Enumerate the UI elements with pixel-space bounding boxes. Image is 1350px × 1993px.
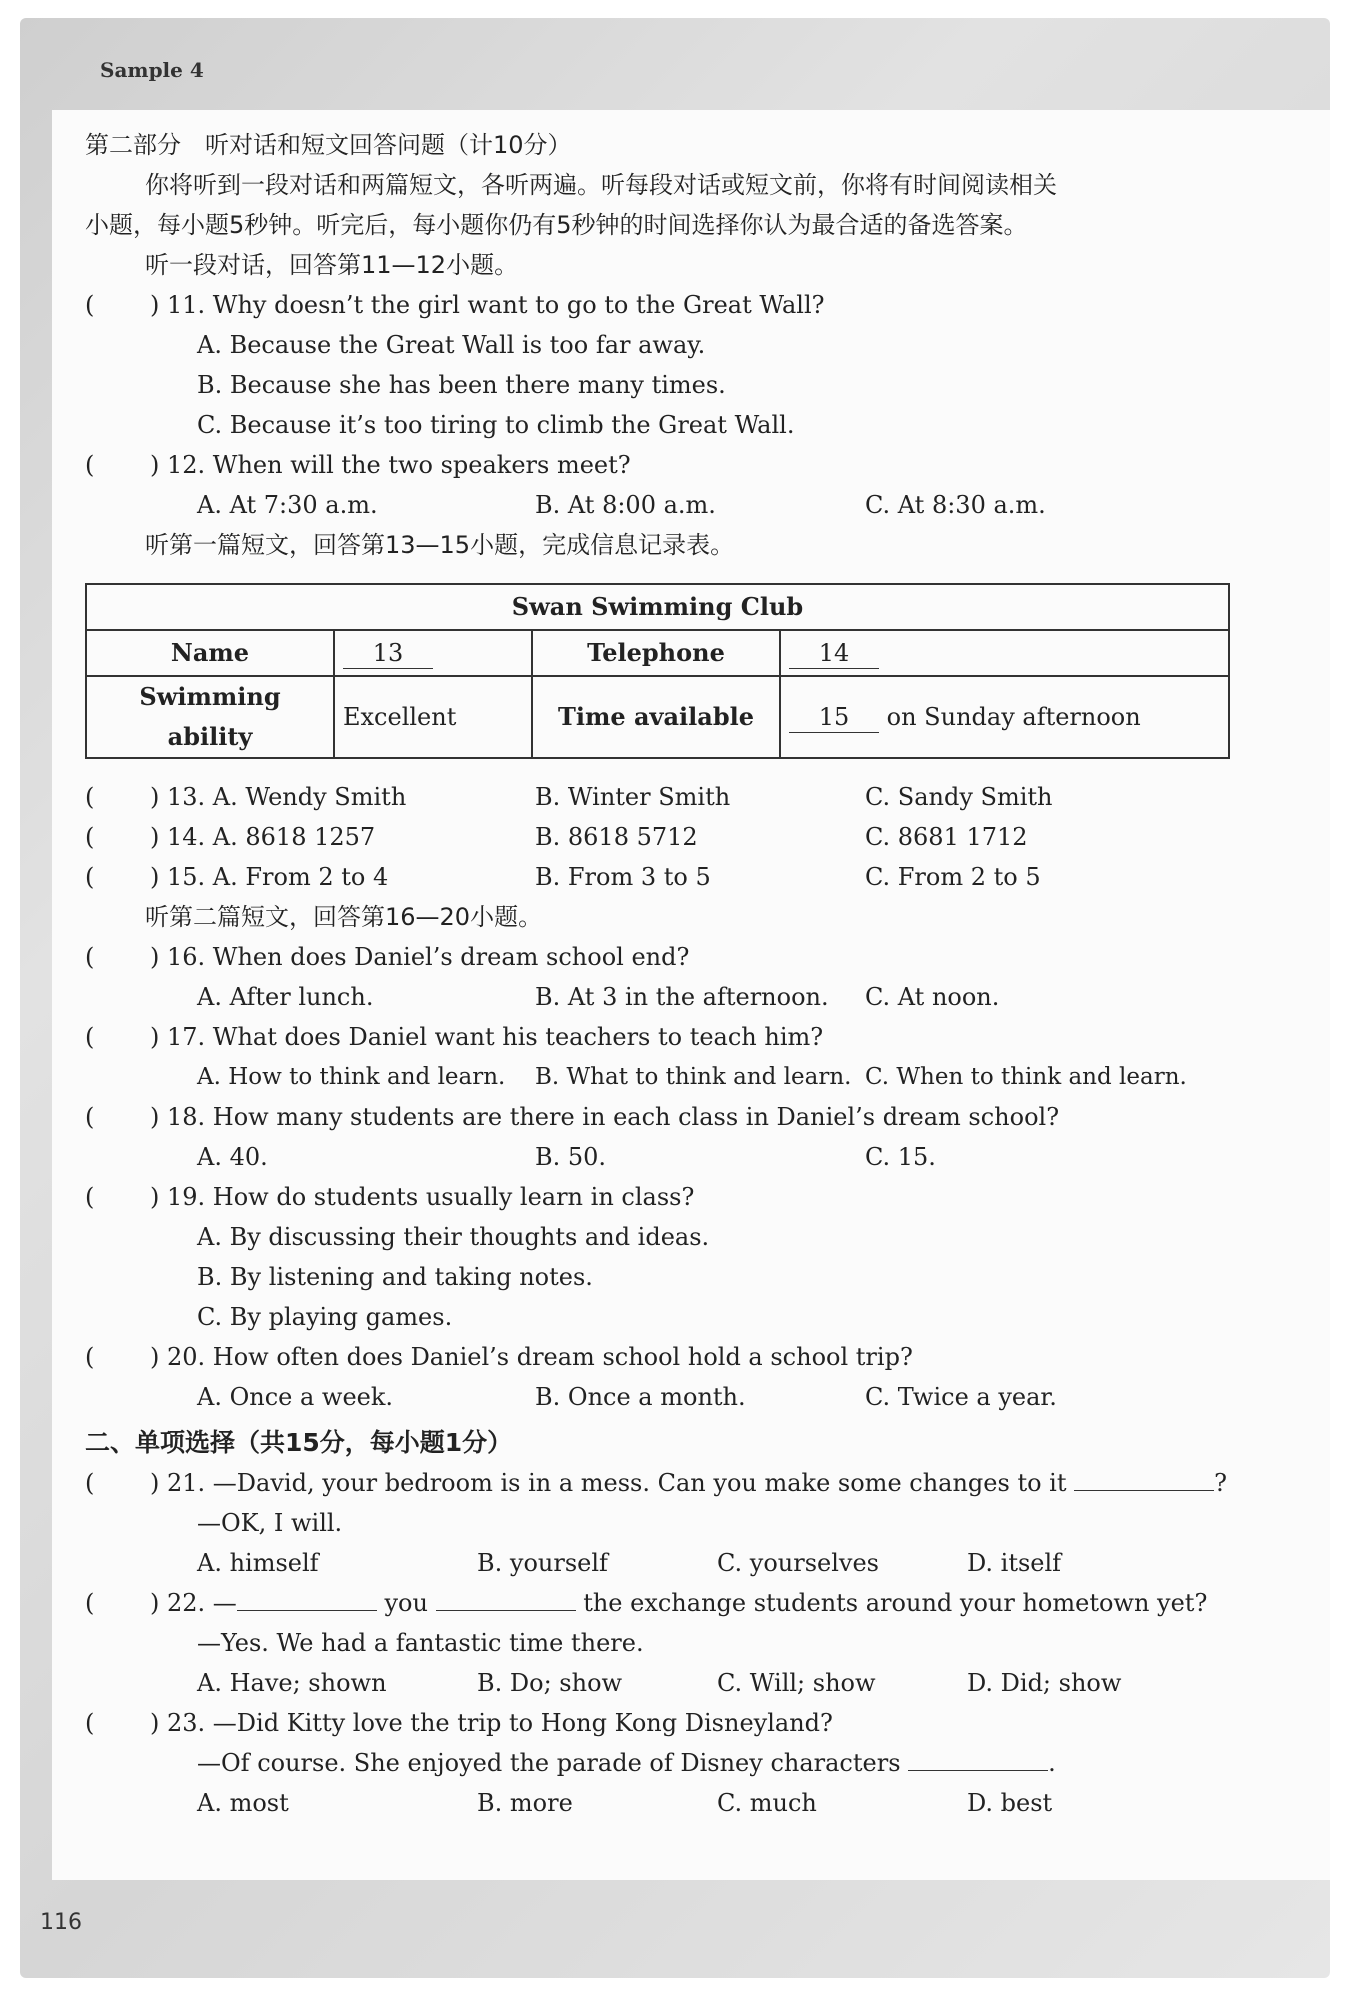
option-a[interactable]: A. Because the Great Wall is too far away. [197, 331, 706, 359]
question-text[interactable]: ) 13. A. Wendy Smith [150, 783, 407, 811]
name-cell [334, 630, 532, 676]
option-a[interactable]: A. After lunch. [197, 983, 374, 1011]
option-c[interactable]: C. Twice a year. [865, 1383, 1057, 1411]
option-b[interactable]: B. By listening and taking notes. [197, 1263, 593, 1291]
answer-paren[interactable]: ( [85, 1469, 95, 1497]
option-c[interactable]: C. much [717, 1789, 817, 1817]
option-c[interactable]: C. 15. [865, 1143, 936, 1171]
option-b[interactable]: B. At 8:00 a.m. [535, 491, 716, 519]
options-17 [85, 1057, 1235, 1097]
option-d[interactable]: D. best [967, 1789, 1053, 1817]
question-23 [85, 1703, 1235, 1743]
question-13 [85, 777, 1235, 817]
option-a[interactable]: A. By discussing their thoughts and ideas. [197, 1223, 710, 1251]
option-b[interactable]: B. 8618 5712 [535, 823, 698, 851]
question-14 [85, 817, 1235, 857]
question-text: ) 19. How do students usually learn in class? [150, 1183, 695, 1211]
options-18 [85, 1137, 1235, 1177]
blank-22a[interactable] [237, 1584, 377, 1611]
option-a[interactable]: A. Have; shown [197, 1669, 387, 1697]
time-suffix: on Sunday afternoon [886, 703, 1141, 731]
blank-23[interactable] [908, 1744, 1048, 1771]
blank-15[interactable]: 15 [789, 702, 879, 733]
reply-21: —OK, I will. [197, 1509, 343, 1537]
question-20 [85, 1337, 1235, 1377]
question-text[interactable]: ) 15. A. From 2 to 4 [150, 863, 389, 891]
option-b[interactable]: B. more [477, 1789, 573, 1817]
answer-paren[interactable]: ( [85, 291, 95, 319]
option-b[interactable]: B. Once a month. [535, 1383, 746, 1411]
question-11 [85, 285, 1235, 325]
answer-paren[interactable]: ( [85, 1343, 95, 1371]
blank-21[interactable] [1074, 1464, 1214, 1491]
reply-23: —Of course. She enjoyed the parade of Disney characters [197, 1749, 901, 1777]
question-end: the exchange students around your hometown yet? [583, 1589, 1208, 1617]
part2-title: 第二部分 听对话和短文回答问题（计10分） [85, 131, 572, 159]
option-b[interactable]: B. Winter Smith [535, 783, 731, 811]
option-c[interactable]: C. When to think and learn. [865, 1064, 1187, 1090]
question-text[interactable]: ) 14. A. 8618 1257 [150, 823, 376, 851]
answer-paren[interactable]: ( [85, 783, 95, 811]
option-a[interactable]: A. 40. [197, 1143, 268, 1171]
option-d[interactable]: D. itself [967, 1549, 1062, 1577]
question-start: ) 22. — [150, 1589, 237, 1617]
sample-header: Sample 4 [100, 58, 204, 82]
answer-paren[interactable]: ( [85, 823, 95, 851]
reply-end: . [1048, 1749, 1056, 1777]
question-text: ) 12. When will the two speakers meet? [150, 451, 631, 479]
option-c[interactable]: C. 8681 1712 [865, 823, 1028, 851]
name-label: Name [86, 630, 334, 676]
ability-value: Excellent [334, 676, 532, 758]
page-number: 116 [40, 1910, 82, 1935]
option-c[interactable]: C. Sandy Smith [865, 783, 1053, 811]
blank-14[interactable]: 14 [789, 638, 879, 669]
info-record-table [85, 583, 1230, 759]
option-d[interactable]: D. Did; show [967, 1669, 1122, 1697]
question-16 [85, 937, 1235, 977]
telephone-label: Telephone [532, 630, 780, 676]
options-22 [85, 1663, 1235, 1703]
option-c[interactable]: C. From 2 to 5 [865, 863, 1041, 891]
option-a[interactable]: A. How to think and learn. [197, 1064, 506, 1090]
answer-paren[interactable]: ( [85, 1589, 95, 1617]
reply-23-wrap [85, 1743, 1235, 1783]
question-text: ) 23. —Did Kitty love the trip to Hong Kong Disneyland? [150, 1709, 833, 1737]
option-c[interactable]: C. By playing games. [197, 1303, 453, 1331]
blank-13[interactable]: 13 [343, 638, 433, 669]
question-19 [85, 1177, 1235, 1217]
option-b[interactable]: B. What to think and learn. [535, 1064, 852, 1090]
question-text-wrap [150, 1583, 1207, 1623]
options-20 [85, 1377, 1235, 1417]
answer-paren[interactable]: ( [85, 1023, 95, 1051]
question-text: ) 17. What does Daniel want his teachers to teach him? [150, 1023, 824, 1051]
section-2-title: 二、单项选择（共15分，每小题1分） [85, 1428, 513, 1457]
subsection-1: 听一段对话，回答第11—12小题。 [145, 251, 519, 279]
question-text: ) 16. When does Daniel’s dream school end? [150, 943, 690, 971]
question-12 [85, 445, 1235, 485]
instruction-line-1: 你将听到一段对话和两篇短文，各听两遍。听每段对话或短文前，你将有时间阅读相关 [145, 171, 1057, 199]
answer-paren[interactable]: ( [85, 863, 95, 891]
option-a[interactable]: A. Once a week. [197, 1383, 394, 1411]
exam-content [85, 125, 1235, 1823]
question-18 [85, 1097, 1235, 1137]
question-21 [85, 1463, 1235, 1503]
question-text: ) 20. How often does Daniel’s dream school hold a school trip? [150, 1343, 913, 1371]
subsection-2: 听第一篇短文，回答第13—15小题，完成信息记录表。 [145, 531, 735, 559]
option-a[interactable]: A. himself [197, 1549, 319, 1577]
ability-label: Swimming ability [86, 676, 334, 758]
time-cell [780, 676, 1229, 758]
options-23 [85, 1783, 1235, 1823]
subsection-3: 听第二篇短文，回答第16—20小题。 [145, 903, 543, 931]
option-c[interactable]: C. At noon. [865, 983, 1000, 1011]
question-17 [85, 1017, 1235, 1057]
option-c[interactable]: C. yourselves [717, 1549, 879, 1577]
question-text: ) 11. Why doesn’t the girl want to go to the Great Wall? [150, 291, 825, 319]
question-15 [85, 857, 1235, 897]
question-end: ? [1214, 1469, 1228, 1497]
answer-paren[interactable]: ( [85, 451, 95, 479]
answer-paren[interactable]: ( [85, 943, 95, 971]
option-b[interactable]: B. Do; show [477, 1669, 623, 1697]
option-a[interactable]: A. most [197, 1789, 289, 1817]
option-a[interactable]: A. At 7:30 a.m. [197, 491, 378, 519]
question-text: ) 18. How many students are there in each class in Daniel’s dream school? [150, 1103, 1060, 1131]
options-12 [85, 485, 1235, 525]
answer-paren[interactable]: ( [85, 1103, 95, 1131]
option-c[interactable]: C. Will; show [717, 1669, 876, 1697]
option-b[interactable]: B. yourself [477, 1549, 608, 1577]
option-c[interactable]: C. Because it’s too tiring to climb the Great Wall. [197, 411, 795, 439]
option-b[interactable]: B. At 3 in the afternoon. [535, 983, 829, 1011]
option-b[interactable]: B. 50. [535, 1143, 607, 1171]
question-mid: you [384, 1589, 428, 1617]
question-22 [85, 1583, 1235, 1623]
option-c[interactable]: C. At 8:30 a.m. [865, 491, 1046, 519]
blank-22b[interactable] [436, 1584, 576, 1611]
question-text: ) 21. —David, your bedroom is in a mess. Can you make some changes to it [150, 1469, 1067, 1497]
question-text-wrap [150, 1463, 1227, 1503]
answer-paren[interactable]: ( [85, 1183, 95, 1211]
option-b[interactable]: B. Because she has been there many times. [197, 371, 726, 399]
options-16 [85, 977, 1235, 1017]
time-label: Time available [532, 676, 780, 758]
options-21 [85, 1543, 1235, 1583]
reply-22: —Yes. We had a fantastic time there. [197, 1629, 644, 1657]
table-title: Swan Swimming Club [86, 584, 1229, 630]
instruction-line-2: 小题，每小题5秒钟。听完后，每小题你仍有5秒钟的时间选择你认为最合适的备选答案。 [85, 211, 1028, 239]
option-b[interactable]: B. From 3 to 5 [535, 863, 711, 891]
answer-paren[interactable]: ( [85, 1709, 95, 1737]
telephone-cell [780, 630, 1229, 676]
